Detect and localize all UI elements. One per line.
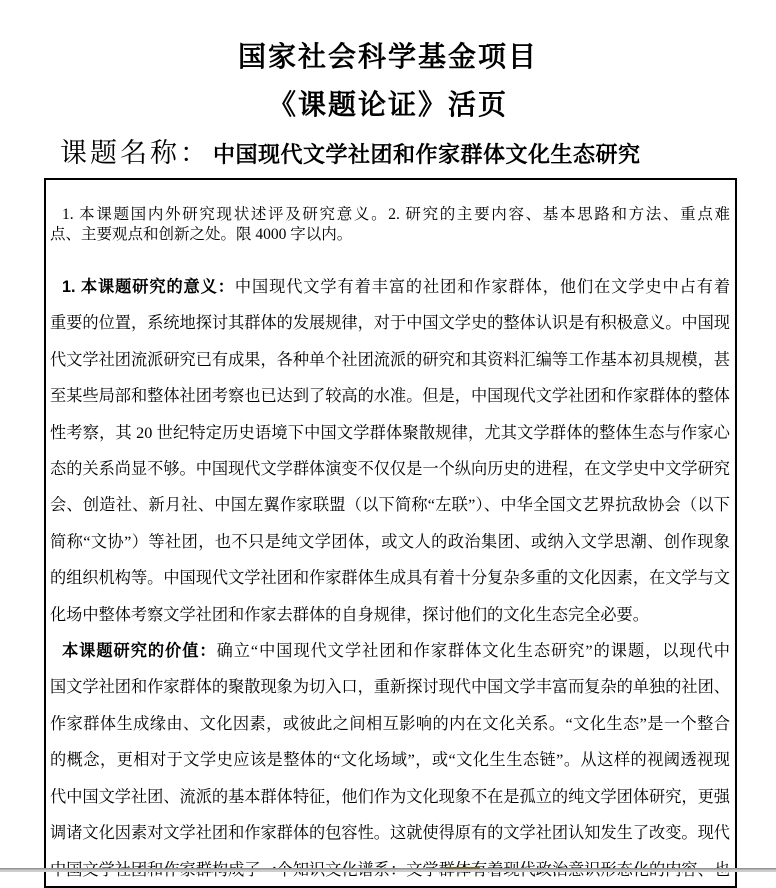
grammar-check-underline	[445, 867, 480, 869]
text-line: 点、主要观点和创新之处。限 4000 字以内。	[50, 226, 353, 243]
text-line: 的组织机构等。中国现代文学社团和作家群体生成具有着十分复杂多重的文化因素，在文学与文	[50, 569, 730, 588]
topic-name: 中国现代文学社团和作家群体文化生态研究	[213, 142, 641, 167]
text-line: 的概念，更相对于文学史应该是整体的“文化场域”，或“文化生生态链”。从这样的视阈透视现	[50, 751, 730, 770]
text-line: 简称“文协”）等社团，也不只是纯文学团体，或文人的政治集团、或纳入文学思潮、创作现象	[50, 532, 730, 551]
paragraph-lead-label: 本课题研究的价值：	[62, 642, 217, 661]
text-line: 1. 本课题国内外研究现状述评及研究意义。2. 研究的主要内容、基本思路和方法、重点难	[62, 206, 730, 223]
topic-name-row	[60, 136, 641, 170]
topic-label: 课题名称：	[60, 138, 210, 168]
text-line: 化场中整体考察文学社团和作家去群体的自身规律，探讨他们的文化生态完全必要。	[50, 605, 649, 624]
text-line: 国文学社团和作家群体的聚散现象为切入口，重新探讨现代中国文学丰富而复杂的单独的社团、	[50, 678, 730, 697]
text-line: 作家群体生成缘由、文化因素，或彼此之间相互影响的内在文化关系。“文化生态”是一个整合	[50, 714, 730, 733]
paragraph-lead-label: 1. 本课题研究的意义：	[62, 278, 235, 296]
text-line: 1. 本课题研究的意义：中国现代文学有着丰富的社团和作家群体，他们在文学史中占有着	[62, 278, 730, 296]
argumentation-box[interactable]	[44, 178, 737, 888]
instructions-paragraph	[50, 205, 730, 245]
page-subtitle: 《课题论证》活页	[267, 89, 508, 120]
text-line: 代文学社团流派研究已有成果，各种单个社团流派的研究和其资料汇编等工作基本初具规模，甚	[50, 350, 730, 369]
text-line: 本课题研究的价值：确立“中国现代文学社团和作家群体文化生态研究”的课题，以现代中	[62, 642, 730, 661]
value-paragraph	[50, 633, 730, 888]
text-line: 代中国文学社团、流派的基本群体特征，他们作为文化现象不在是孤立的纯文学团体研究，更强	[50, 787, 730, 806]
text-line: 性考察，其 20 世纪特定历史语境下中国文学群体聚散规律，尤其文学群体的整体生态与作家心	[50, 423, 730, 442]
page-title: 国家社会科学基金项目	[237, 41, 538, 72]
text-line: 会、创造社、新月社、中国左翼作家联盟（以下简称“左联”）、中华全国文艺界抗敌协会（以下	[50, 496, 730, 515]
text-line: 至某些局部和整体社团考察也已达到了较高的水准。但是，中国现代文学社团和作家群体的整体	[50, 387, 730, 406]
text-line: 重要的位置，系统地探讨其群体的发展规律，对于中国文学史的整体认识是有积极意义。中国现	[50, 314, 730, 333]
window-bottom-edge	[0, 868, 776, 872]
text-line: 态的关系尚显不够。中国现代文学群体演变不仅仅是一个纵向历史的进程，在文学史中文学研究	[50, 460, 730, 479]
text-line: 调诸文化因素对文学社团和作家群体的包容性。这就使得原有的文学社团认知发生了改变。现代	[50, 824, 730, 843]
significance-paragraph	[50, 269, 730, 633]
